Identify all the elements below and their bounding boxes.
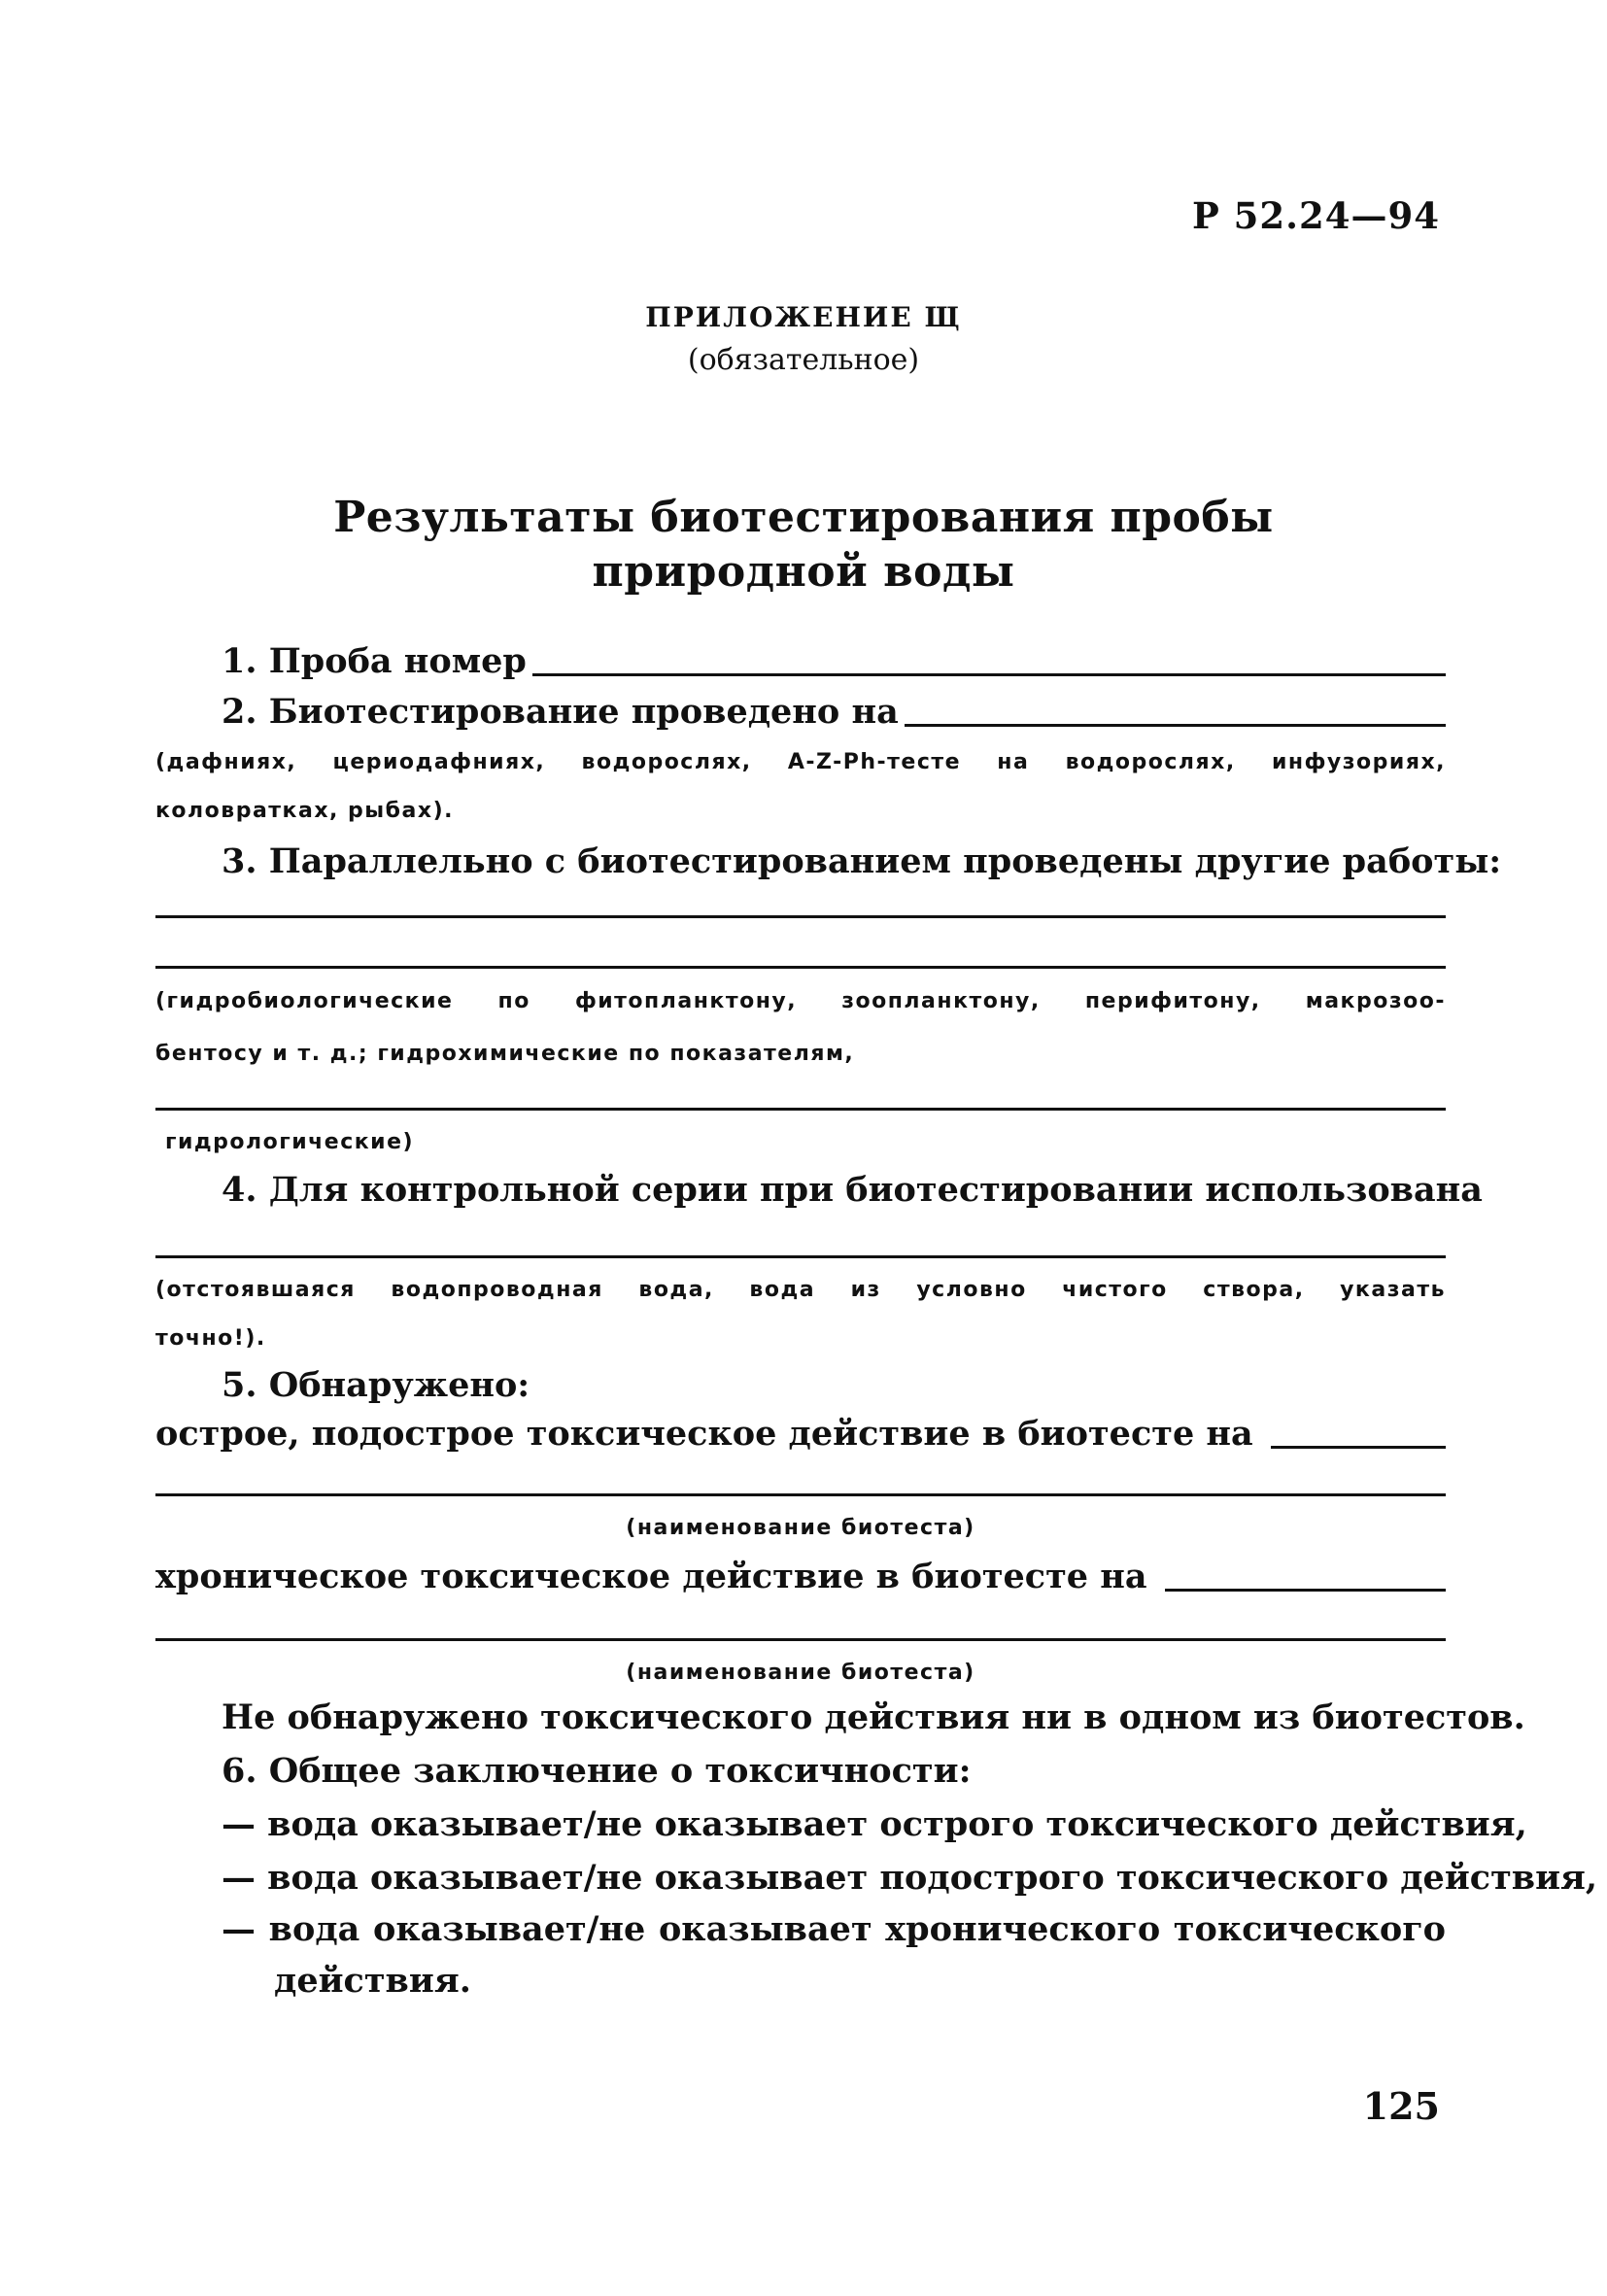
item-3-fill-line-2[interactable]	[155, 966, 1446, 969]
item-1-label: 1. Проба номер	[222, 641, 527, 681]
item-5-acute-row	[155, 1414, 1446, 1454]
item-6-line-2: — вода оказывает/не оказывает подострого токсического действия,	[222, 1858, 1598, 1898]
title-line-2: природной воды	[592, 547, 1015, 597]
item-6-label: 6. Общее заключение о токсичности:	[222, 1751, 972, 1791]
item-5-chronic-fill-line-2[interactable]	[155, 1638, 1446, 1641]
item-5-acute-fill-line-2[interactable]	[155, 1493, 1446, 1496]
page-number: 125	[1362, 2084, 1440, 2128]
appendix-status: (обязательное)	[687, 343, 920, 377]
item-6-line-3: — вода оказывает/не оказывает хронического токсического	[222, 1909, 1446, 1949]
item-2-fill-line[interactable]	[905, 724, 1446, 727]
item-5-acute-fill-line[interactable]	[1271, 1446, 1446, 1449]
item-2-row	[222, 692, 1446, 732]
item-3-hint-1: (гидробиологические по фитопланктону, зоопланктону, перифитону, макрозоо-	[155, 989, 1446, 1013]
document-code: Р 52.24—94	[1191, 194, 1440, 237]
item-2-hint-2: коловратках, рыбах).	[155, 799, 454, 823]
title-line-1: Результаты биотестирования пробы	[333, 493, 1274, 542]
item-5-chronic-label: хроническое токсическое действие в биотесте на	[155, 1557, 1147, 1596]
item-5-chronic-fill-line[interactable]	[1165, 1589, 1446, 1592]
item-4-hint-2: точно!).	[155, 1326, 266, 1351]
item-4-hint-1: (отстоявшаяся водопроводная вода, вода из условно чистого створа, указать	[155, 1278, 1446, 1302]
item-5-none: Не обнаружено токсического действия ни в одном из биотестов.	[222, 1697, 1525, 1737]
item-5-chronic-hint: (наименование биотеста)	[626, 1661, 975, 1685]
item-5-label: 5. Обнаружено:	[222, 1365, 530, 1405]
item-1-row	[222, 641, 1446, 681]
item-3-fill-line-3[interactable]	[155, 1108, 1446, 1111]
item-6-line-1: — вода оказывает/не оказывает острого токсического действия,	[222, 1804, 1527, 1844]
item-3-fill-line-1[interactable]	[155, 915, 1446, 918]
page-title	[0, 491, 1607, 600]
item-5-acute-label: острое, подострое токсическое действие в биотесте на	[155, 1414, 1253, 1454]
item-5-acute-hint: (наименование биотеста)	[626, 1516, 975, 1540]
item-3-label: 3. Параллельно с биотестированием проведены другие работы:	[222, 841, 1502, 881]
item-5-chronic-row	[155, 1557, 1446, 1596]
appendix-title: ПРИЛОЖЕНИЕ Щ	[645, 301, 962, 333]
item-3-hint-2: бентосу и т. д.; гидрохимические по показателям,	[155, 1042, 855, 1066]
item-2-hint-1: (дафниях, цериодафниях, водорослях, A-Z-Ph-тесте на водорослях, инфузориях,	[155, 750, 1446, 774]
item-4-label: 4. Для контрольной серии при биотестировании использована	[222, 1170, 1483, 1210]
item-4-fill-line[interactable]	[155, 1255, 1446, 1258]
appendix-heading	[0, 296, 1607, 382]
item-2-label: 2. Биотестирование проведено на	[222, 692, 899, 732]
item-6-line-4: действия.	[274, 1961, 471, 2001]
item-1-fill-line[interactable]	[532, 673, 1446, 676]
item-3-hint-3: гидрологические)	[165, 1130, 415, 1154]
